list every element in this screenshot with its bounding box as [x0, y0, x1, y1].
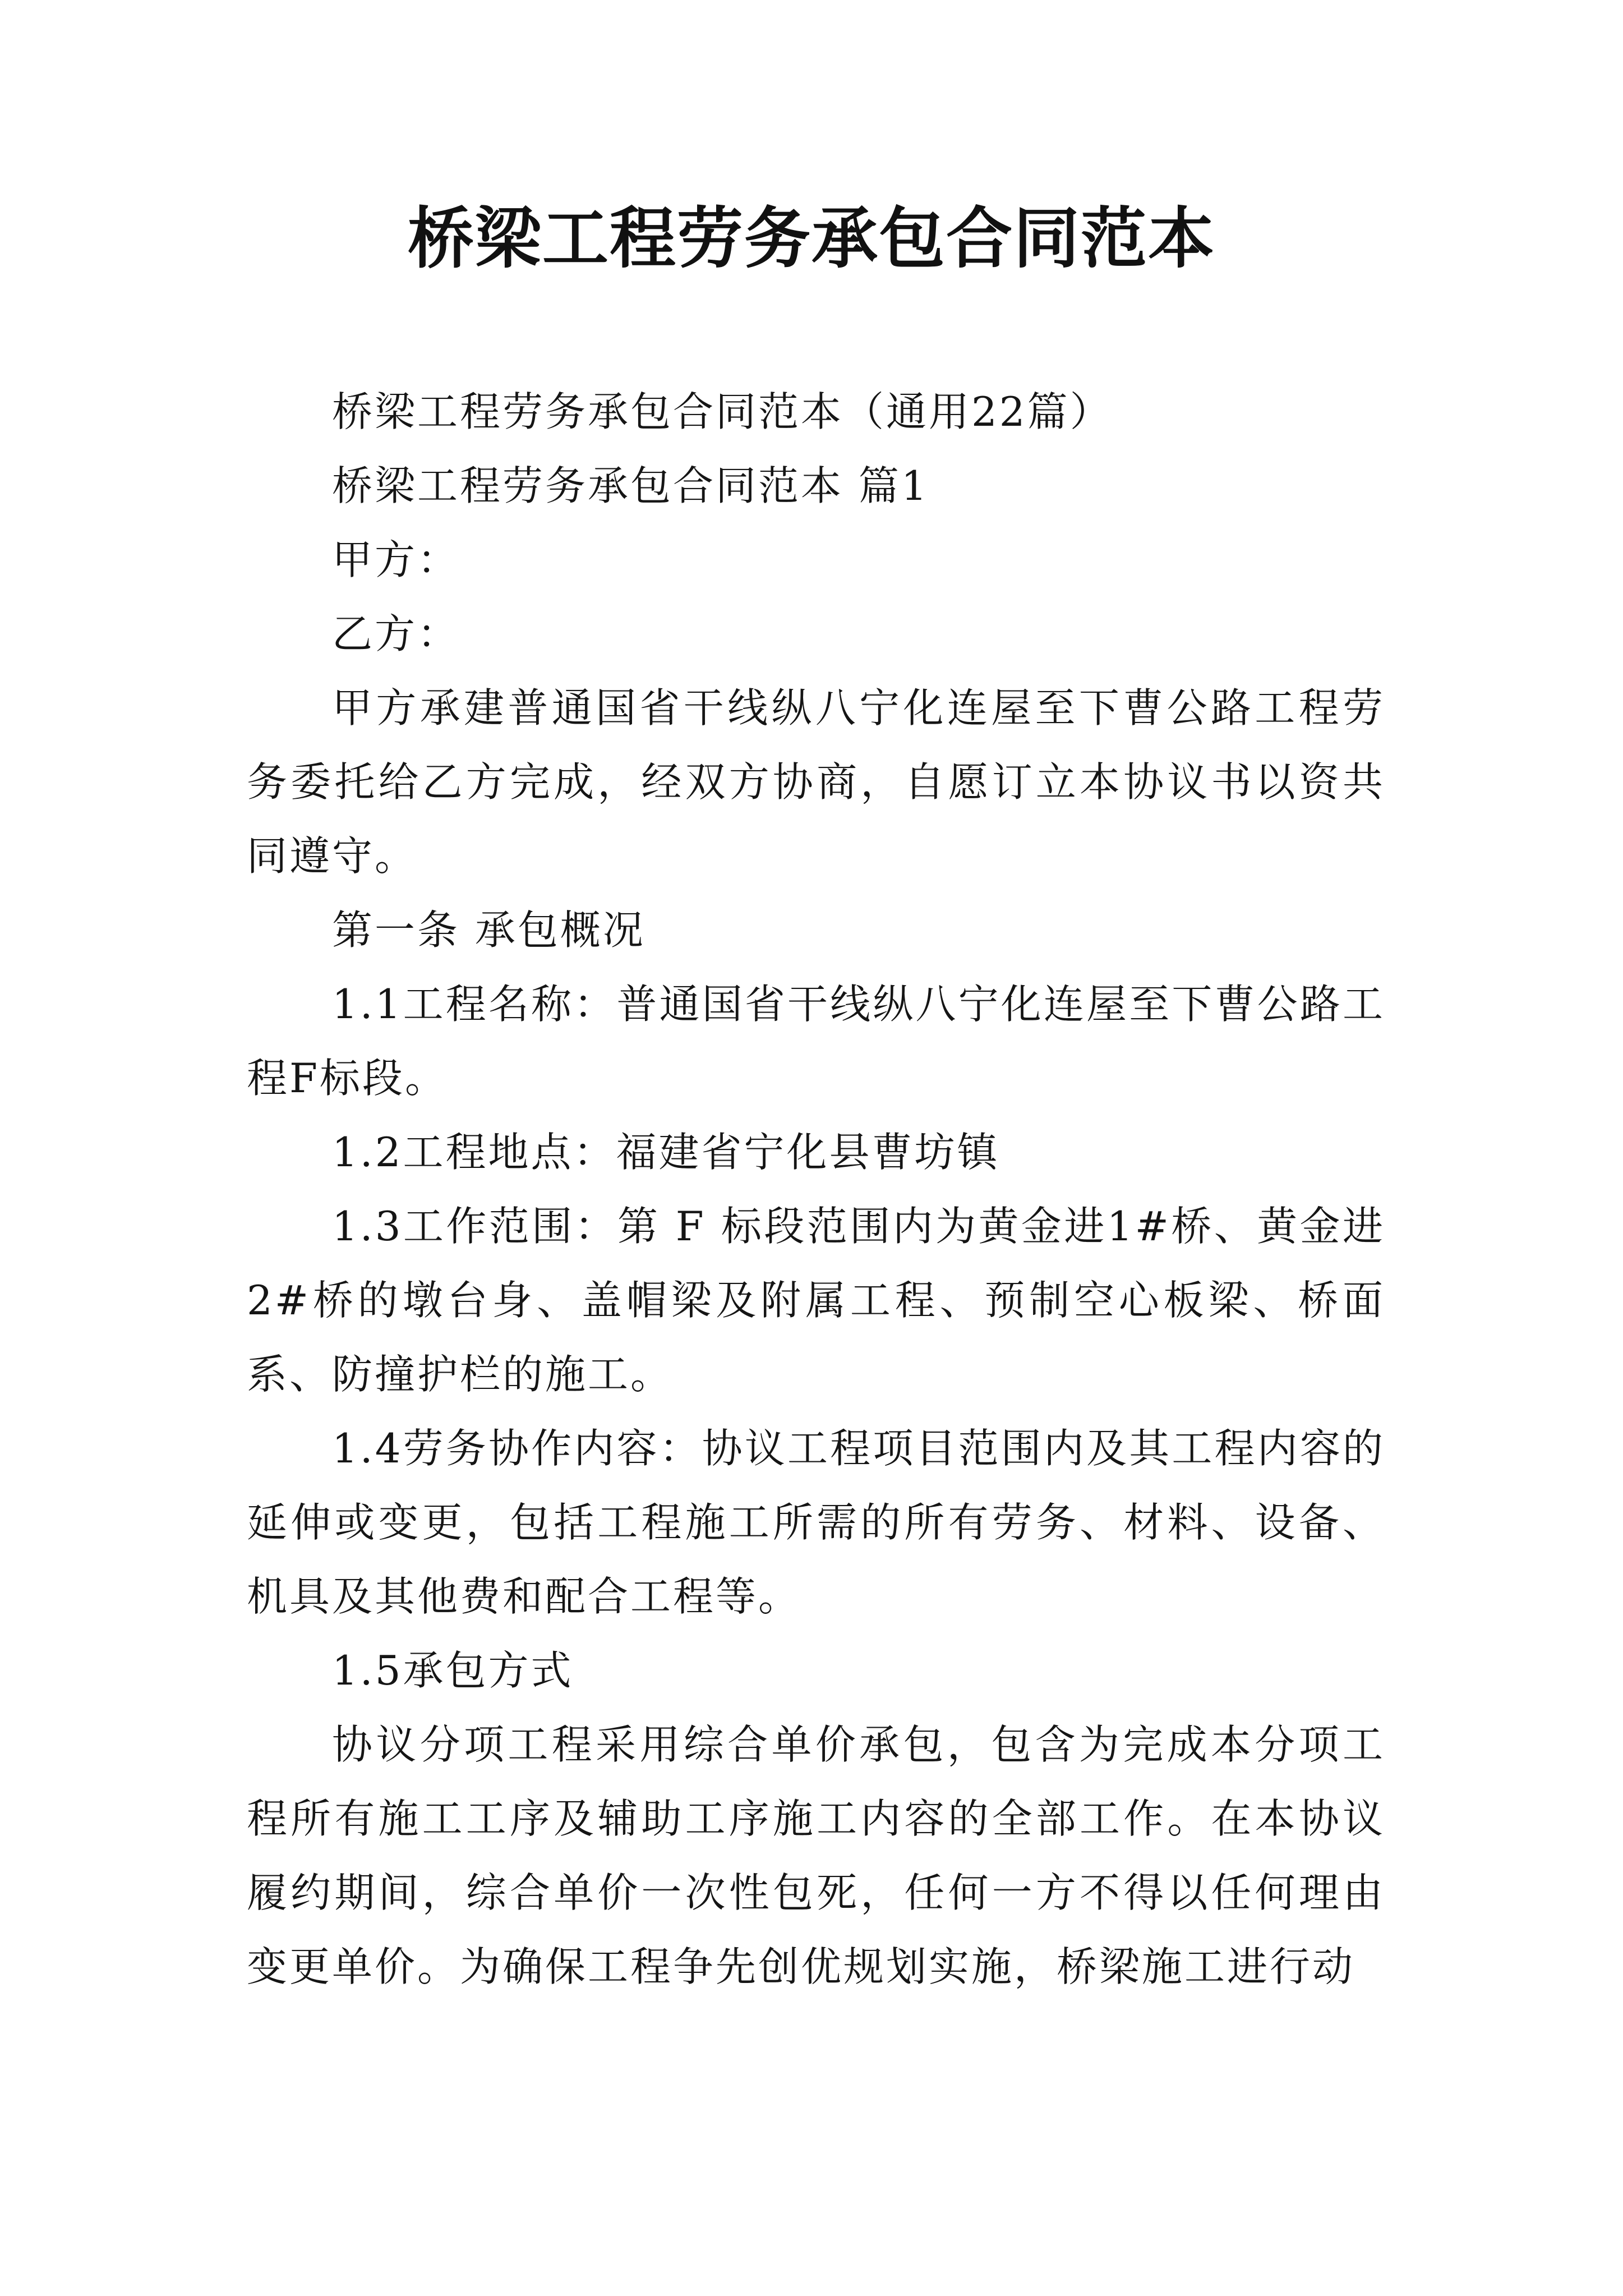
paragraph-contract-method: 协议分项工程采用综合单价承包，包含为完成本分项工程所有施工工序及辅助工序施工内容的全部工作。在本协议履约期间，综合单价一次性包死，任何一方不得以任何理由变更单价。为确保工程争先创优规划实施，桥梁施工进行动: [247, 1721, 1385, 1990]
document-body: [247, 375, 1385, 2004]
paragraph-1-3: 1.3工作范围：第 F 标段范围内为黄金进1#桥、黄金进2#桥的墩台身、盖帽梁及附属工程、预制空心板梁、桥面系、防撞护栏的施工。: [247, 1203, 1385, 1398]
paragraph-1-5: 1.5承包方式: [332, 1647, 574, 1694]
paragraph-party-a: 甲方：: [332, 536, 460, 583]
paragraph-article-1: 第一条 承包概况: [332, 907, 645, 954]
paragraph-party-b: 乙方：: [332, 610, 460, 657]
paragraph-intro: 甲方承建普通国省干线纵八宁化连屋至下曹公路工程劳务委托给乙方完成，经双方协商，自愿订立本协议书以资共同遵守。: [247, 684, 1385, 880]
paragraph-1-4: 1.4劳务协作内容：协议工程项目范围内及其工程内容的延伸或变更，包括工程施工所需的所有劳务、材料、设备、机具及其他费和配合工程等。: [247, 1425, 1385, 1620]
document-title: 桥梁工程劳务承包合同范本: [407, 200, 1215, 277]
paragraph-subtitle: 桥梁工程劳务承包合同范本（通用22篇）: [332, 388, 1113, 435]
paragraph-1-1: 1.1工程名称：普通国省干线纵八宁化连屋至下曹公路工程F标段。: [247, 981, 1385, 1102]
paragraph-1-2: 1.2工程地点：福建省宁化县曹坊镇: [332, 1129, 1000, 1176]
paragraph-section-heading: 桥梁工程劳务承包合同范本 篇1: [332, 462, 929, 509]
